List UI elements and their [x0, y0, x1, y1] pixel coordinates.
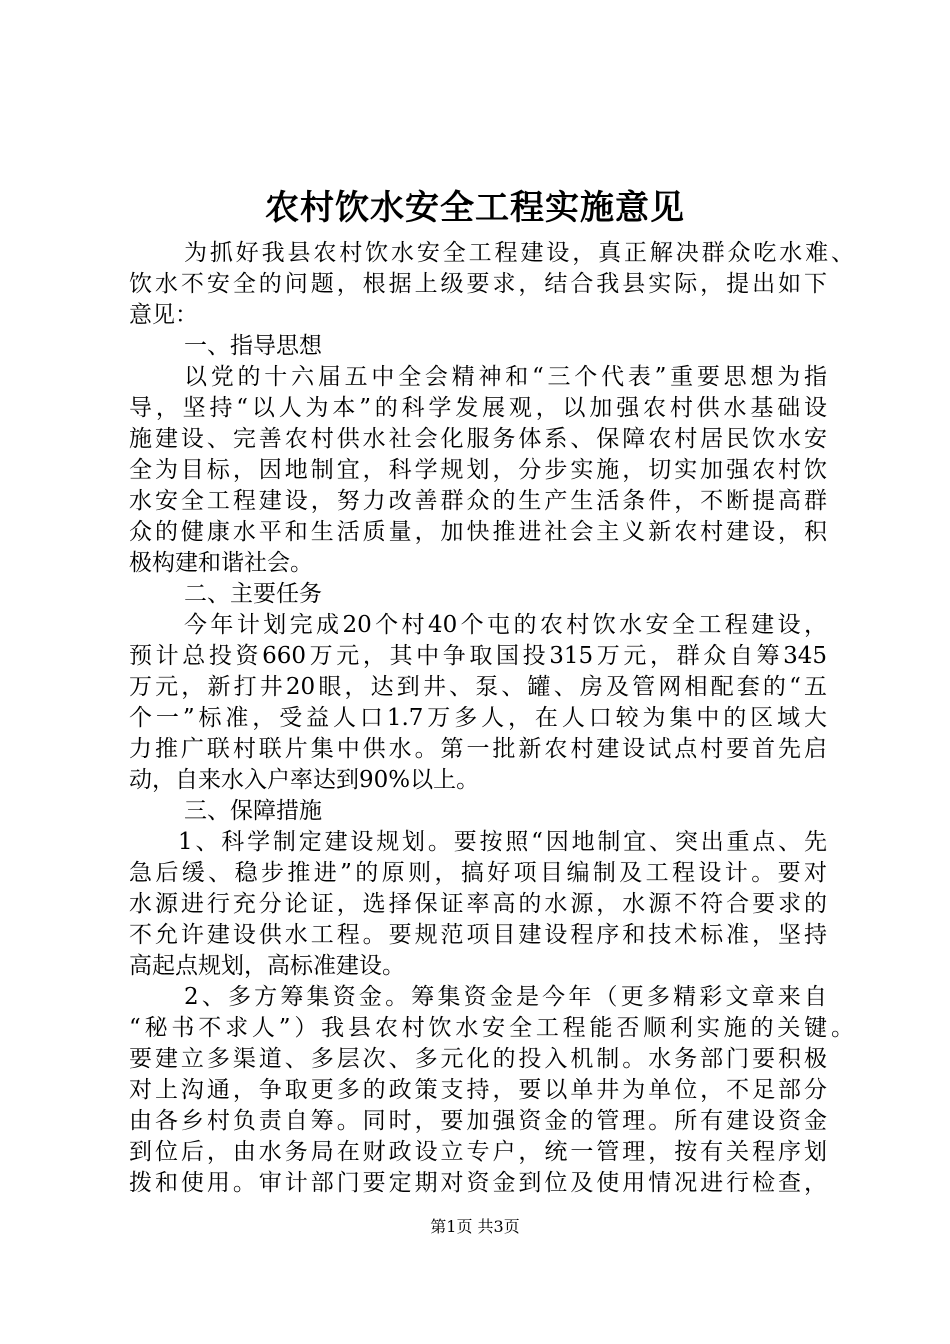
body-line: 不允许建设供水工程。要规范项目建设程序和技术标准，坚持: [129, 922, 827, 948]
body-line: 个一”标准，受益人口1.7万多人，在人口较为集中的区域大: [129, 705, 827, 731]
body-line: 意见：: [129, 302, 198, 328]
section-heading: 二、主要任务: [184, 581, 322, 607]
section-heading: 三、保障措施: [184, 798, 322, 824]
body-line: 2、多方筹集资金。筹集资金是今年（更多精彩文章来自: [184, 984, 827, 1010]
body-line: 施建设、完善农村供水社会化服务体系、保障农村居民饮水安: [129, 426, 827, 452]
body-line: 预计总投资660万元，其中争取国投315万元，群众自筹345: [129, 643, 827, 669]
body-line: 到位后，由水务局在财政设立专户，统一管理，按有关程序划: [129, 1139, 827, 1165]
body-line: 饮水不安全的问题，根据上级要求，结合我县实际，提出如下: [129, 271, 827, 297]
body-line: 万元，新打井20眼，达到井、泵、罐、房及管网相配套的“五: [129, 674, 827, 700]
document-title: 农村饮水安全工程实施意见: [265, 188, 685, 228]
body-line: 对上沟通，争取更多的政策支持，要以单井为单位，不足部分: [129, 1077, 827, 1103]
body-line: 由各乡村负责自筹。同时，要加强资金的管理。所有建设资金: [129, 1108, 827, 1134]
body-line: 高起点规划，高标准建设。: [129, 953, 405, 979]
body-line: 为抓好我县农村饮水安全工程建设，真正解决群众吃水难、: [184, 240, 854, 266]
body-line: “秘书不求人”）我县农村饮水安全工程能否顺利实施的关键。: [129, 1015, 854, 1041]
body-line: 导，坚持“以人为本”的科学发展观，以加强农村供水基础设: [129, 395, 827, 421]
body-line: 全为目标，因地制宜，科学规划，分步实施，切实加强农村饮: [129, 457, 827, 483]
body-line: 动，自来水入户率达到90%以上。: [129, 767, 480, 793]
body-line: 水源进行充分论证，选择保证率高的水源，水源不符合要求的: [129, 891, 827, 917]
body-line: 众的健康水平和生活质量，加快推进社会主义新农村建设，积: [129, 519, 827, 545]
body-line: 拨和使用。审计部门要定期对资金到位及使用情况进行检查，: [129, 1170, 827, 1196]
body-line: 1、科学制定建设规划。要按照“因地制宜、突出重点、先: [178, 829, 827, 855]
body-line: 以党的十六届五中全会精神和“三个代表”重要思想为指: [184, 364, 827, 390]
body-line: 力推广联村联片集中供水。第一批新农村建设试点村要首先启: [129, 736, 827, 762]
body-line: 水安全工程建设，努力改善群众的生产生活条件，不断提高群: [129, 488, 827, 514]
body-line: 要建立多渠道、多层次、多元化的投入机制。水务部门要积极: [129, 1046, 827, 1072]
page-footer: 第1页 共3页: [430, 1217, 520, 1236]
body-line: 急后缓、稳步推进”的原则，搞好项目编制及工程设计。要对: [129, 860, 827, 886]
section-heading: 一、指导思想: [184, 333, 322, 359]
body-line: 今年计划完成20个村40个屯的农村饮水安全工程建设，: [184, 612, 827, 638]
body-line: 极构建和谐社会。: [129, 550, 313, 576]
